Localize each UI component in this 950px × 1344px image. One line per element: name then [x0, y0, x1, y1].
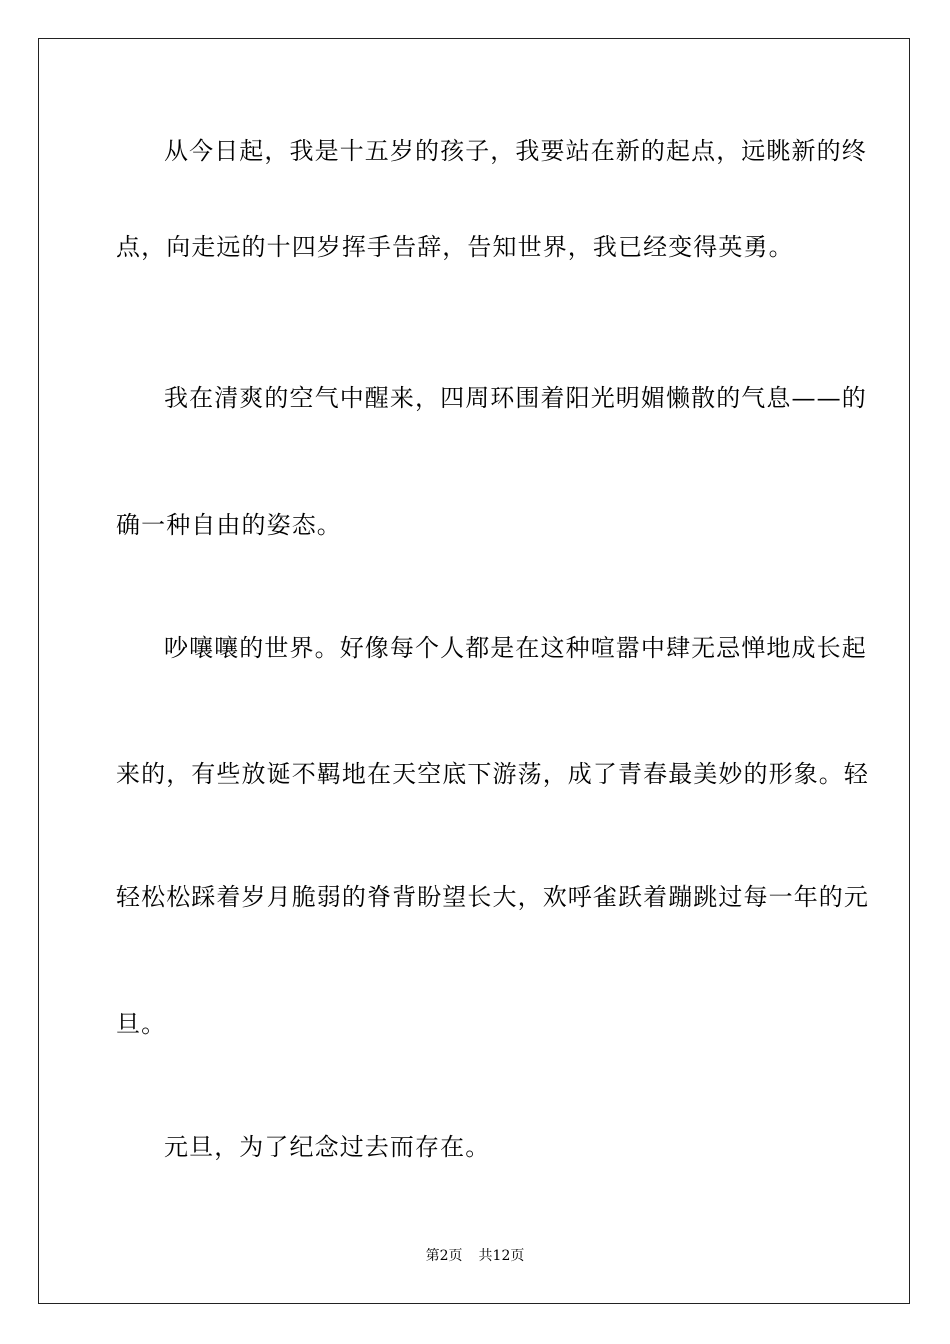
- paragraph-2-line-2: 确一种自由的姿态。: [116, 511, 342, 539]
- paragraph-2-line-1: 我在清爽的空气中醒来，四周环围着阳光明媚懒散的气息——的: [164, 384, 867, 412]
- paragraph-1-line-2: 点，向走远的十四岁挥手告辞，告知世界，我已经变得英勇。: [116, 233, 794, 261]
- page-border: [38, 38, 910, 1304]
- paragraph-1-line-1: 从今日起，我是十五岁的孩子，我要站在新的起点，远眺新的终: [164, 137, 867, 165]
- paragraph-3-line-2: 来的，有些放诞不羁地在天空底下游荡，成了青春最美妙的形象。轻: [116, 760, 869, 788]
- page-footer: [0, 1246, 950, 1266]
- page-number: 第2页: [425, 1248, 463, 1264]
- paragraph-3-line-1: 吵嚷嚷的世界。好像每个人都是在这种喧嚣中肆无忌惮地成长起: [164, 634, 867, 662]
- paragraph-4-line-1: 元旦，为了纪念过去而存在。: [164, 1133, 491, 1161]
- total-pages: 共12页: [478, 1248, 525, 1264]
- paragraph-3-line-4: 旦。: [116, 1010, 167, 1038]
- paragraph-3-line-3: 轻松松踩着岁月脆弱的脊背盼望长大，欢呼雀跃着蹦跳过每一年的元: [116, 883, 869, 911]
